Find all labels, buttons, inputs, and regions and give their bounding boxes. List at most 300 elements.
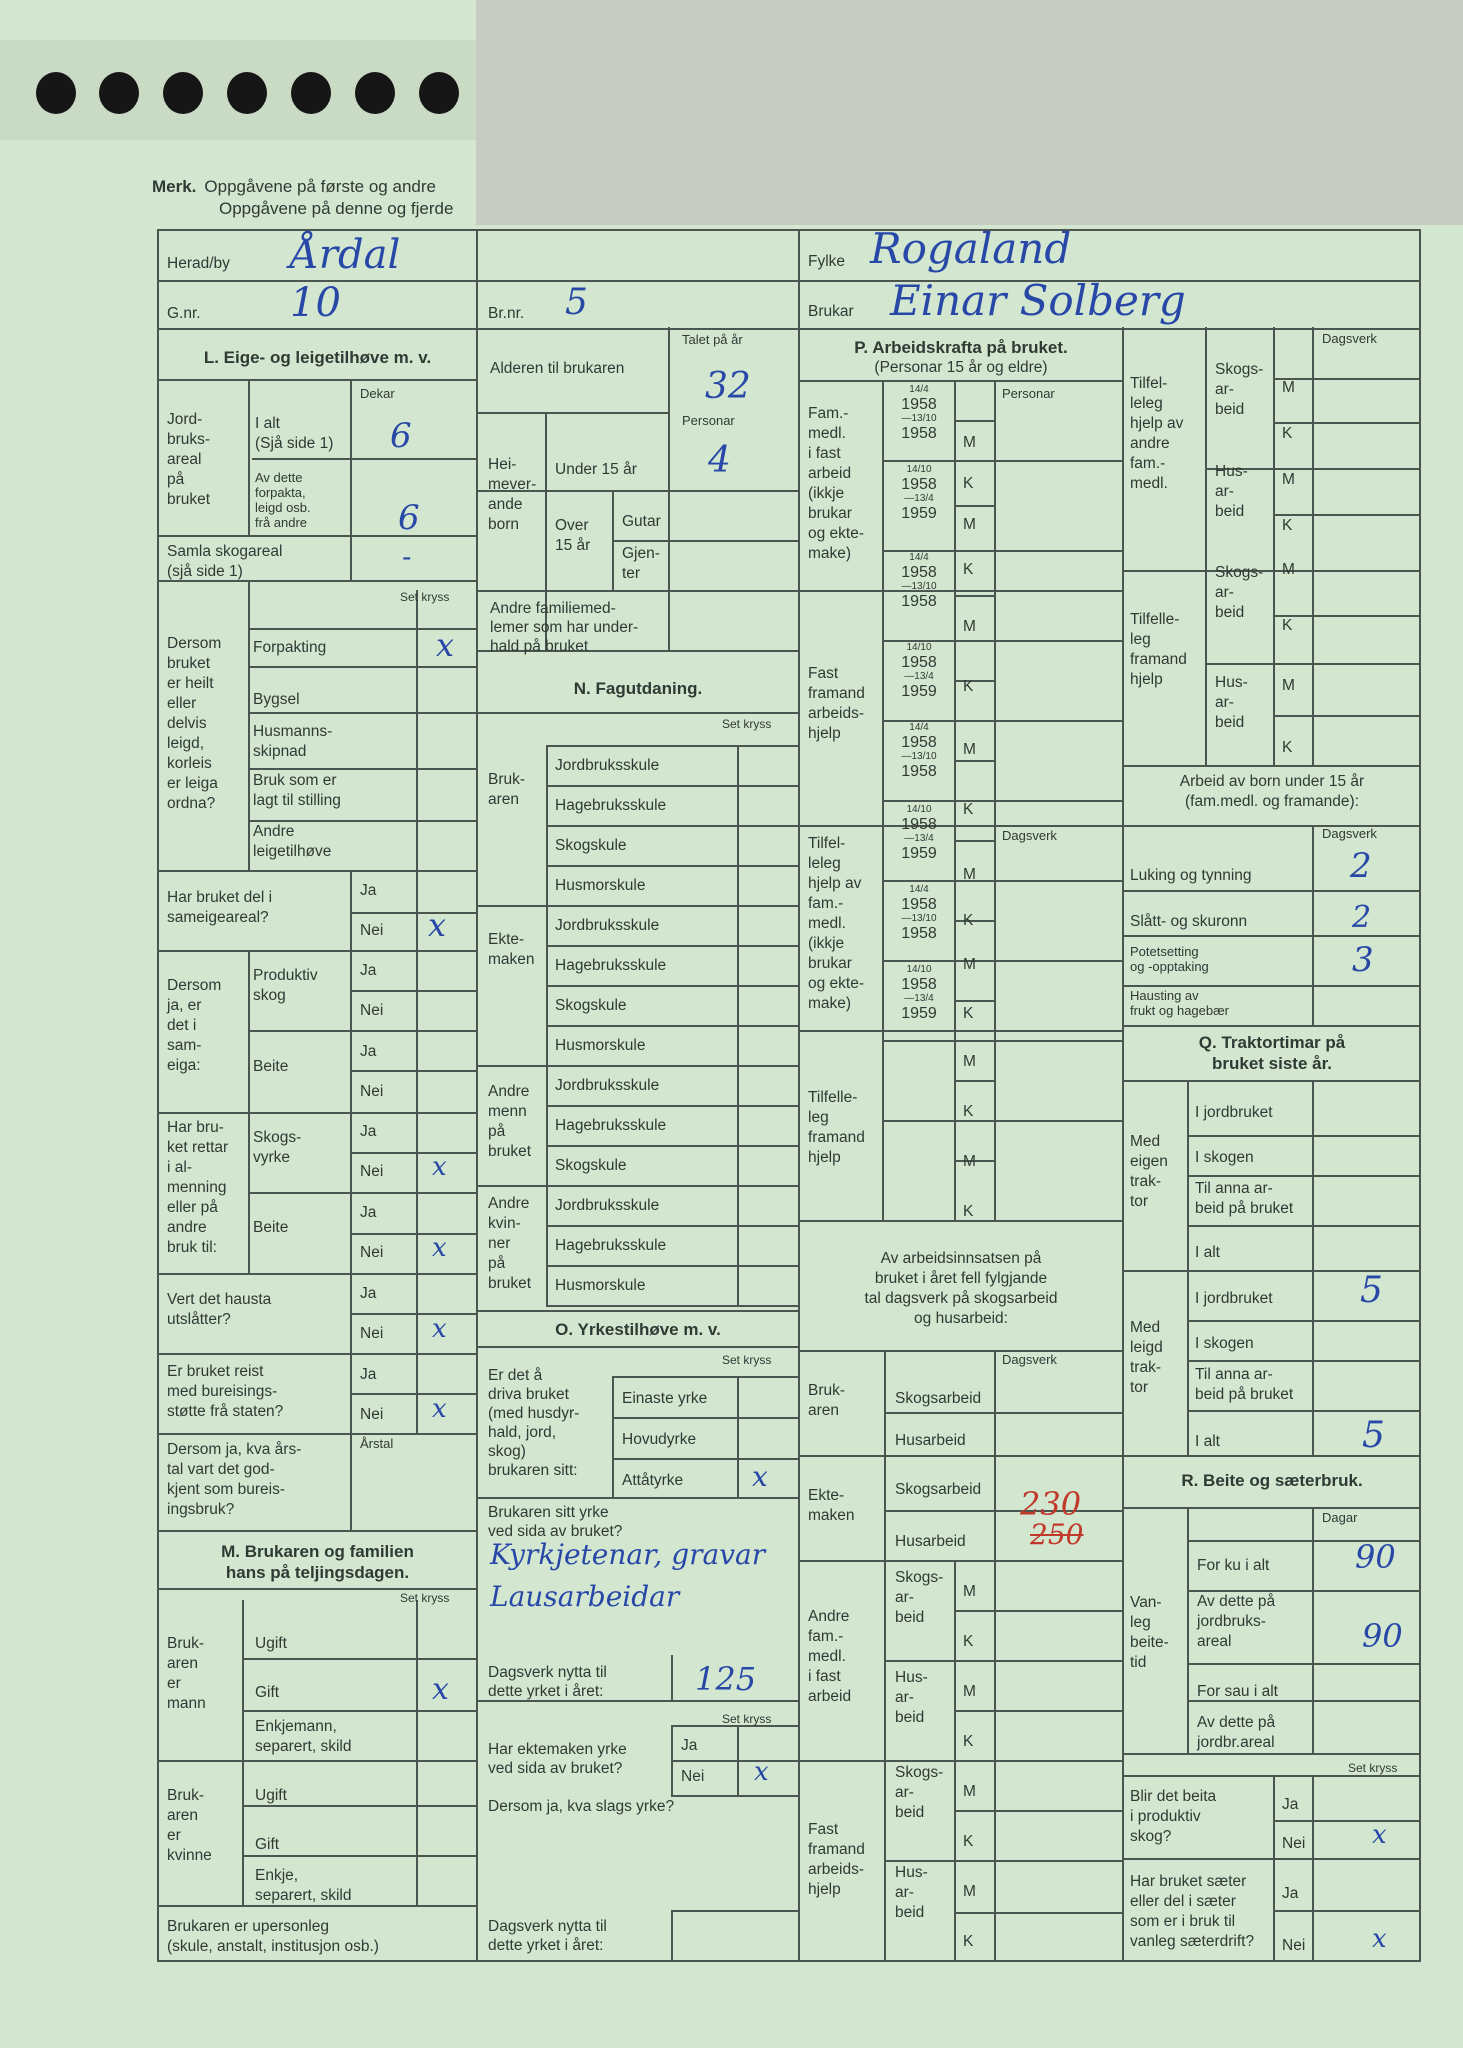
n-school-label: Husmorskule [555, 1037, 646, 1054]
brukar-value[interactable]: Einar Solberg [890, 276, 1186, 325]
rule-line [882, 800, 1122, 802]
rule-line [612, 1458, 798, 1460]
q-leigd-ialt-value[interactable]: 5 [1362, 1415, 1385, 1456]
rule-line [954, 760, 994, 762]
rule-line [882, 1040, 1122, 1042]
rule-line [884, 1350, 886, 1962]
rule-line [1187, 1175, 1421, 1177]
mk-label: M [963, 866, 976, 883]
skogsvyrke-mark[interactable]: x [432, 1152, 447, 1182]
skogsvyrke-ja: Ja [360, 1123, 377, 1140]
p-mk-label: M [963, 1783, 976, 1800]
rule-line [954, 420, 994, 422]
section-p-title: P. Arbeidskrafta på bruket. [854, 338, 1068, 357]
q-leigd-skog: I skogen [1195, 1335, 1254, 1352]
rule-line [737, 1376, 739, 1497]
under15-label: Under 15 år [555, 461, 637, 478]
r-avdette-s-label: Av dette på jordbr.areal [1197, 1714, 1276, 1751]
rule-line [157, 1112, 476, 1114]
mann-gift: Gift [255, 1684, 280, 1701]
p-fam-label: Fam.- medl. i fast arbeid (ikkje brukar og ekte- make) [808, 405, 865, 562]
rule-line [546, 1265, 798, 1267]
torn-edge [476, 0, 1463, 225]
under15-value[interactable]: 4 [708, 440, 731, 481]
rule-line [884, 1510, 1122, 1512]
forpakting-mark[interactable]: x [436, 626, 455, 664]
r-skogsarbeid-label: Skogs- ar- beid [1215, 564, 1264, 621]
rule-line [546, 1225, 798, 1227]
setkryss-n: Set kryss [722, 717, 772, 731]
rule-line [546, 825, 798, 827]
potet-value[interactable]: 3 [1352, 940, 1374, 980]
rule-line [350, 1152, 476, 1154]
r-avdette-j-value[interactable]: 90 [1362, 1617, 1403, 1655]
n-school-label: Skogskule [555, 1157, 627, 1174]
skogsvyrke-label: Skogs- vyrke [253, 1129, 302, 1166]
q-leigd-jord: I jordbruket [1195, 1290, 1273, 1307]
rule-line [546, 745, 798, 747]
mk-label: K [963, 1005, 974, 1022]
rule-line [252, 458, 476, 460]
p-note: Av arbeidsinnsatsen på bruket i året fell fylgjande tal dagsverk på skogsarbeid og husarbeid: [864, 1250, 1058, 1327]
brnr-label: Br.nr. [488, 305, 525, 322]
born-title: Arbeid av born under 15 år (fam.medl. og framande): [1179, 773, 1365, 810]
rule-line [546, 1185, 798, 1187]
rule-line [671, 1795, 798, 1797]
rule-line [1187, 1225, 1421, 1227]
r-husarbeid-label: Hus- ar- beid [1215, 674, 1248, 731]
q-leigd-jord-value[interactable]: 5 [1360, 1270, 1383, 1311]
rule-line [1187, 1135, 1421, 1137]
dagsverk-yrke-value[interactable]: 125 [695, 1660, 757, 1698]
section-l-title: L. Eige- og leigetilhøve m. v. [203, 348, 432, 367]
rule-line [546, 985, 798, 987]
rule-line [546, 1145, 798, 1147]
rule-line [1122, 765, 1421, 767]
rule-line [157, 535, 476, 537]
p-mk-label: K [963, 1733, 974, 1750]
rule-line [350, 1192, 476, 1194]
rule-line [612, 1417, 798, 1419]
opt-stilling: Bruk som er lagt til stilling [253, 772, 341, 809]
potet-label: Potetsetting og -opptaking [1130, 944, 1209, 974]
rule-line [954, 505, 994, 507]
rule-line [1273, 615, 1421, 617]
ialt-label: I alt (Sjå side 1) [255, 415, 334, 452]
setkryss-o: Set kryss [722, 1353, 772, 1367]
rule-line [1122, 1080, 1421, 1082]
hovudyrke-label: Hovudyrke [622, 1431, 697, 1448]
rule-line [157, 1588, 476, 1590]
rule-line [798, 1560, 1122, 1562]
rule-line [671, 1910, 673, 1962]
andre-familiemedlemer-label: Andre familiemed- lemer som har under- hald på bruket [490, 600, 639, 655]
n-school-label: Hagebruksskule [555, 1237, 667, 1254]
n-group-label: Andre menn på bruket [488, 1083, 532, 1160]
jord-areal-label: Jord- bruks- areal på bruket [167, 411, 211, 508]
r-tilf1-label: Tilfel- leleg hjelp av andre fam.- medl. [1130, 375, 1184, 492]
gnr-label: G.nr. [167, 305, 201, 322]
p-skogsarbeid-label: Skogs- ar- beid [895, 1764, 944, 1821]
rule-line [671, 1655, 673, 1700]
rule-line [242, 1658, 476, 1660]
rule-line [248, 379, 250, 535]
mk-label: M [963, 434, 976, 451]
n-group-label: Bruk- aren [488, 771, 526, 808]
setkryss-m: Set kryss [400, 1591, 450, 1605]
punch-hole [291, 72, 331, 114]
section-m-title: M. Brukaren og familien hans på teljingsdagen. [221, 1542, 414, 1582]
punch-hole [355, 72, 395, 114]
mann-enkjemann: Enkjemann, separert, skild [255, 1718, 352, 1755]
period-dates: 14/10 1958 —13/4 1959 [901, 642, 937, 700]
yrke-value-line1[interactable]: Kyrkjetenar, gravar [490, 1538, 766, 1571]
rule-line [1187, 1360, 1421, 1362]
mk-label: M [963, 618, 976, 635]
rule-line [954, 1610, 1122, 1612]
rule-line [476, 412, 668, 414]
p-dagsverk-header-2: Dagsverk [1002, 1352, 1057, 1367]
r-saeter-nei: Nei [1282, 1937, 1306, 1954]
rule-line [248, 768, 476, 770]
reist-mark[interactable]: x [432, 1394, 447, 1424]
skogareal-value[interactable]: - [402, 540, 412, 573]
fylke-value[interactable]: Rogaland [870, 224, 1072, 273]
dersom-ja-label: Dersom ja, er det i sam- eiga: [167, 977, 222, 1074]
p-ektemaken-hus: Husarbeid [895, 1533, 966, 1550]
r-saeter-ja: Ja [1282, 1885, 1299, 1902]
rule-line [416, 1600, 418, 1905]
hausta-nei: Nei [360, 1325, 384, 1342]
mann-label: Bruk- aren er mann [167, 1635, 206, 1712]
n-school-label: Husmorskule [555, 1277, 646, 1294]
p-husarbeid-label: Hus- ar- beid [895, 1864, 928, 1921]
mk-label: K [963, 1103, 974, 1120]
rule-line [1122, 1858, 1421, 1860]
rule-line [1205, 663, 1421, 665]
rule-line [476, 1185, 546, 1187]
ialt-value[interactable]: 6 [390, 416, 412, 456]
rule-line [1187, 1507, 1189, 1753]
r-mk-label: K [1282, 517, 1293, 534]
r-beita-mark[interactable]: x [1372, 1820, 1387, 1850]
rule-line [1122, 327, 1124, 1962]
slatt-label: Slått- og skuronn [1130, 913, 1248, 930]
rule-line [350, 1313, 476, 1315]
rule-line [350, 912, 476, 914]
rule-line [1122, 890, 1421, 892]
r-mk-label: K [1282, 617, 1293, 634]
over15-label: Over 15 år [555, 517, 591, 554]
r-beita-nei: Nei [1282, 1835, 1306, 1852]
luking-value[interactable]: 2 [1350, 846, 1372, 886]
talet-header: Talet på år [682, 332, 743, 347]
attatyrke-label: Attåtyrke [622, 1472, 684, 1489]
r-mk-label: M [1282, 677, 1295, 694]
r-beita-question: Blir det beita i produktiv skog? [1130, 1788, 1217, 1845]
rule-line [1122, 985, 1421, 987]
ektemaken-nei: Nei [681, 1768, 705, 1785]
n-group-label: Ekte- maken [488, 931, 535, 968]
r-mk-label: K [1282, 425, 1293, 442]
q-eigen-label: Med eigen trak- tor [1130, 1133, 1168, 1210]
rule-line [476, 229, 478, 1962]
rule-line [248, 666, 476, 668]
rule-line [157, 328, 1421, 330]
kvinne-gift: Gift [255, 1836, 280, 1853]
sameige-ja: Ja [360, 882, 377, 899]
produktiv-ja: Ja [360, 962, 377, 979]
rule-line [954, 595, 994, 597]
section-o-title: O. Yrkestilhøve m. v. [555, 1320, 721, 1339]
sameige-mark[interactable]: x [428, 906, 447, 944]
punch-hole [36, 72, 76, 114]
rule-line [350, 1233, 476, 1235]
rule-line [476, 1310, 798, 1312]
arstal-header: Årstal [360, 1436, 394, 1451]
p-mk-label: K [963, 1833, 974, 1850]
rule-line [1273, 514, 1421, 516]
gjenter-label: Gjen- ter [622, 545, 660, 582]
rule-line [157, 950, 476, 952]
beite-nei: Nei [360, 1083, 384, 1100]
merk-line2: Oppgåvene på denne og fjerde [219, 199, 454, 218]
rule-line [157, 870, 476, 872]
rule-line [546, 1065, 798, 1067]
herad-label: Herad/by [167, 255, 230, 272]
p-mk-label: M [963, 1583, 976, 1600]
period-dates: 14/4 1958 —13/10 1958 [901, 384, 937, 442]
attatyrke-mark[interactable]: x [752, 1460, 768, 1493]
ektemaken-yrke-label: Har ektemaken yrke ved sida av bruket? [488, 1741, 627, 1777]
rettar-beite-label: Beite [253, 1219, 289, 1236]
gift-mark[interactable]: x [432, 1672, 449, 1707]
luking-label: Luking og tynning [1130, 867, 1252, 884]
q-eigen-skog: I skogen [1195, 1149, 1254, 1166]
q-eigen-tilanna: Til anna ar- beid på bruket [1195, 1180, 1294, 1217]
r-saeter-question: Har bruket sæter eller del i sæter som er i bruk til vanleg sæterdrift? [1130, 1873, 1255, 1950]
ektemaken-nei-mark[interactable]: x [754, 1757, 769, 1787]
sameige-question: Har bruket del i sameigeareal? [167, 889, 273, 926]
p-tilf1-label: Tilfel- leleg hjelp av fam.- medl. (ikkje brukar og ekte- make) [808, 835, 865, 1012]
p-brukaren-hus: Husarbeid [895, 1432, 966, 1449]
rule-line [1122, 1025, 1421, 1027]
r-vanleg-label: Van- leg beite- tid [1130, 1594, 1169, 1671]
n-school-label: Hagebruksskule [555, 797, 667, 814]
avdette-value[interactable]: 6 [398, 498, 420, 538]
q-eigen-jord: I jordbruket [1195, 1104, 1273, 1121]
mk-label: M [963, 516, 976, 533]
rule-line [476, 905, 546, 907]
p-fast-label: Fast framand arbeids- hjelp [808, 665, 865, 742]
setkryss-r: Set kryss [1348, 1761, 1398, 1775]
rule-line [350, 990, 476, 992]
rule-line [884, 1660, 1122, 1662]
dagsverk-yrke-label-2: Dagsverk nytta til dette yrket i året: [488, 1918, 607, 1954]
produktiv-skog-label: Produktiv skog [253, 967, 318, 1004]
rule-line [954, 1000, 994, 1002]
p-fastfr-label: Fast framand arbeids- hjelp [808, 1821, 865, 1898]
brnr-value[interactable]: 5 [565, 282, 588, 323]
rule-line [1312, 327, 1314, 765]
yrke-ved-sida-label: Brukaren sitt yrke ved sida av bruket? [488, 1504, 623, 1540]
rule-line [1187, 1663, 1421, 1665]
p-brukaren-label: Bruk- aren [808, 1382, 846, 1419]
rule-line [416, 870, 418, 1433]
brukar-label: Brukar [808, 303, 854, 320]
rule-line [546, 1025, 798, 1027]
rule-line [798, 1030, 1122, 1032]
rule-line [546, 905, 798, 907]
reist-nei: Nei [360, 1406, 384, 1423]
r-mk-label: M [1282, 471, 1295, 488]
rule-line [798, 229, 800, 1962]
period-dates: 14/10 1958 —13/4 1959 [901, 804, 937, 862]
rule-line [248, 580, 250, 870]
p-andre-label: Andre fam.- medl. i fast arbeid [808, 1608, 852, 1705]
period-dates: 14/4 1958 —13/10 1958 [901, 722, 937, 780]
r-saeter-mark[interactable]: x [1372, 1924, 1387, 1954]
r-ku-value[interactable]: 90 [1355, 1538, 1396, 1576]
rule-line [954, 840, 994, 842]
punch-hole [227, 72, 267, 114]
opt-andre: Andre leigetilhøve [253, 823, 332, 860]
rule-line [882, 960, 1122, 962]
q-leigd-ialt: I alt [1195, 1433, 1220, 1450]
rule-line [884, 1860, 1122, 1862]
section-r-title: R. Beite og sæterbruk. [1181, 1471, 1363, 1490]
leiga-question: Dersom bruket er heilt eller delvis leigd, korleis er leiga ordna? [167, 635, 222, 812]
yrke-question: Er det å driva bruket (med husdyr- hald, jord, skog) brukaren sitt: [488, 1367, 580, 1479]
q-leigd-tilanna: Til anna ar- beid på bruket [1195, 1366, 1294, 1403]
rule-line [476, 1497, 798, 1499]
rule-line [476, 712, 798, 714]
p-mk-label: M [963, 1683, 976, 1700]
n-school-label: Skogskule [555, 837, 627, 854]
rule-line [350, 1393, 476, 1395]
alderen-value[interactable]: 32 [705, 366, 751, 407]
rule-line [882, 1120, 1122, 1122]
ektemaken-ja: Ja [681, 1737, 698, 1754]
rule-line [1187, 1320, 1421, 1322]
rule-line [546, 865, 798, 867]
rettar-beite-mark[interactable]: x [432, 1233, 447, 1263]
gnr-value[interactable]: 10 [290, 280, 341, 326]
rule-line [1312, 1507, 1314, 1753]
mk-label: K [963, 561, 974, 578]
r-skogsarbeid-label: Skogs- ar- beid [1215, 361, 1264, 418]
rule-line [350, 379, 352, 580]
rule-line [798, 1760, 1122, 1762]
rule-line [1122, 570, 1421, 572]
rule-line [546, 945, 798, 947]
r-avdette-j-label: Av dette på jordbruks- areal [1197, 1593, 1276, 1650]
p-dagsverk-header: Dagsverk [1002, 828, 1057, 843]
p-personar-header: Personar [1002, 386, 1055, 401]
mk-label: K [963, 475, 974, 492]
rule-line [954, 1710, 1122, 1712]
rule-line [242, 1855, 476, 1857]
rule-line [546, 1305, 798, 1307]
ektemaken-husarbeid-value[interactable]: 230 [1020, 1485, 1082, 1523]
mk-label: K [963, 678, 974, 695]
mann-ugift: Ugift [255, 1635, 287, 1652]
rule-line [954, 1810, 1122, 1812]
rule-line [1273, 1820, 1421, 1822]
rule-line [546, 1105, 798, 1107]
mk-label: K [963, 912, 974, 929]
rule-line [798, 825, 1122, 827]
alderen-label: Alderen til brukaren [490, 360, 625, 377]
rule-line [612, 540, 798, 542]
rule-line [1273, 1910, 1421, 1912]
gutar-label: Gutar [622, 513, 661, 530]
yrke-value-line2[interactable]: Lausarbeidar [490, 1580, 680, 1613]
r-beita-ja: Ja [1282, 1796, 1299, 1813]
rule-line [882, 880, 1122, 882]
merk-label: Merk. [152, 177, 197, 196]
rule-line [954, 1912, 1122, 1914]
reist-ja: Ja [360, 1366, 377, 1383]
mk-label: K [963, 801, 974, 818]
q-eigen-ialt: I alt [1195, 1244, 1220, 1261]
rule-line [242, 1600, 244, 1905]
opt-forpakting: Forpakting [253, 639, 327, 656]
rule-line [1312, 825, 1314, 1025]
rule-line [248, 1192, 350, 1194]
rule-line [1122, 1775, 1421, 1777]
rule-line [350, 1433, 352, 1530]
rule-line [1273, 422, 1421, 424]
skogareal-label: Samla skogareal (sjå side 1) [167, 543, 283, 580]
hausta-mark[interactable]: x [432, 1314, 447, 1344]
personar-header: Personar [682, 413, 735, 428]
rule-line [668, 327, 670, 650]
rule-line [416, 590, 418, 870]
n-group-label: Andre kvin- ner på bruket [488, 1195, 532, 1292]
r-husarbeid-label: Hus- ar- beid [1215, 463, 1248, 520]
section-p-subtitle: (Personar 15 år og eldre) [874, 359, 1048, 376]
rule-line [157, 1433, 476, 1435]
reist-question: Er bruket reist med bureisings- støtte frå staten? [167, 1363, 284, 1420]
rule-line [798, 1220, 1122, 1222]
produktiv-nei: Nei [360, 1002, 384, 1019]
rule-line [476, 590, 798, 592]
arstal-question: Dersom ja, kva års- tal vart det god- kjent som bureis- ingsbruk? [167, 1441, 302, 1518]
period-dates: 14/4 1958 —13/10 1958 [901, 884, 937, 942]
r-ku-label: For ku i alt [1197, 1557, 1270, 1574]
p-ektemaken-skog: Skogsarbeid [895, 1481, 982, 1498]
p-ektemaken-label: Ekte- maken [808, 1487, 855, 1524]
slatt-value[interactable]: 2 [1352, 900, 1372, 935]
rule-line [242, 1805, 476, 1807]
n-school-label: Jordbruksskule [555, 917, 660, 934]
mk-label: M [963, 1053, 976, 1070]
hausta-question: Vert det hausta utslåtter? [167, 1291, 272, 1328]
n-school-label: Hagebruksskule [555, 957, 667, 974]
rettar-beite-nei: Nei [360, 1244, 384, 1261]
herad-value[interactable]: Årdal [290, 232, 401, 278]
rule-line [954, 1080, 994, 1082]
rule-line [1122, 935, 1421, 937]
kvinne-ugift: Ugift [255, 1787, 287, 1804]
r-sau-label: For sau i alt [1197, 1683, 1278, 1700]
r-dagar-header: Dagar [1322, 1510, 1358, 1525]
rule-line [798, 1350, 1122, 1352]
rule-line [1273, 327, 1275, 765]
p-brukaren-skog: Skogsarbeid [895, 1390, 982, 1407]
rule-line [546, 785, 798, 787]
